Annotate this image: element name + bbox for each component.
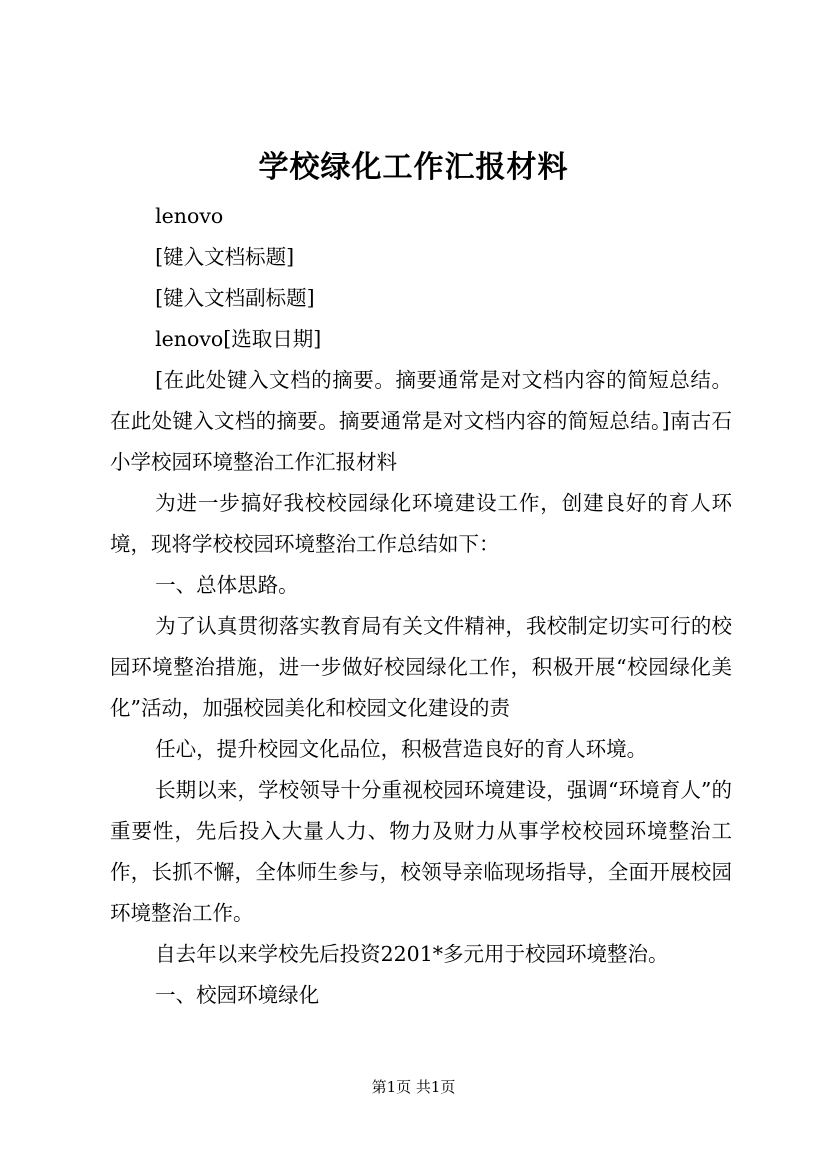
document-title: 学校绿化工作汇报材料 [258, 150, 569, 185]
paragraph-policy: 为了认真贯彻落实教育局有关文件精神，我校制定切实可行的校园环境整治措施，进一步做好校园绿化工作，积极开展“校园绿化美化”活动，加强校园美化和校园文化建设的责 [110, 614, 732, 720]
paragraph-investment: 自去年以来学校先后投资2201*多元用于校园环境整治。 [155, 942, 669, 966]
section-heading-greening: 一、校园环境绿化 [155, 983, 320, 1007]
paragraph-doc-title-placeholder: [键入文档标题] [155, 245, 295, 269]
document-body [110, 196, 732, 1016]
paragraph-date-placeholder: lenovo[选取日期] [155, 327, 322, 351]
section-heading-overall: 一、总体思路。 [155, 573, 299, 597]
paragraph-doc-subtitle-placeholder: [键入文档副标题] [155, 286, 315, 310]
paragraph-author: lenovo [155, 204, 224, 228]
paragraph-policy-cont: 任心，提升校园文化品位，积极营造良好的育人环境。 [155, 737, 648, 761]
paragraph-leadership: 长期以来，学校领导十分重视校园环境建设，强调“环境育人”的重要性，先后投入大量人力、物力及财力从事学校校园环境整治工作，长抓不懈，全体师生参与，校领导亲临现场指导，全面开展校园环境整治工作。 [110, 778, 732, 925]
paragraph-intro: 为进一步搞好我校校园绿化环境建设工作，创建良好的育人环境，现将学校校园环境整治工作总结如下： [110, 491, 732, 556]
page-footer: 第1页 共1页 [371, 1078, 456, 1096]
paragraph-abstract: [在此处键入文档的摘要。摘要通常是对文档内容的简短总结。在此处键入文档的摘要。摘要通常是对文档内容的简短总结。]南古石小学校园环境整治工作汇报材料 [110, 368, 732, 474]
